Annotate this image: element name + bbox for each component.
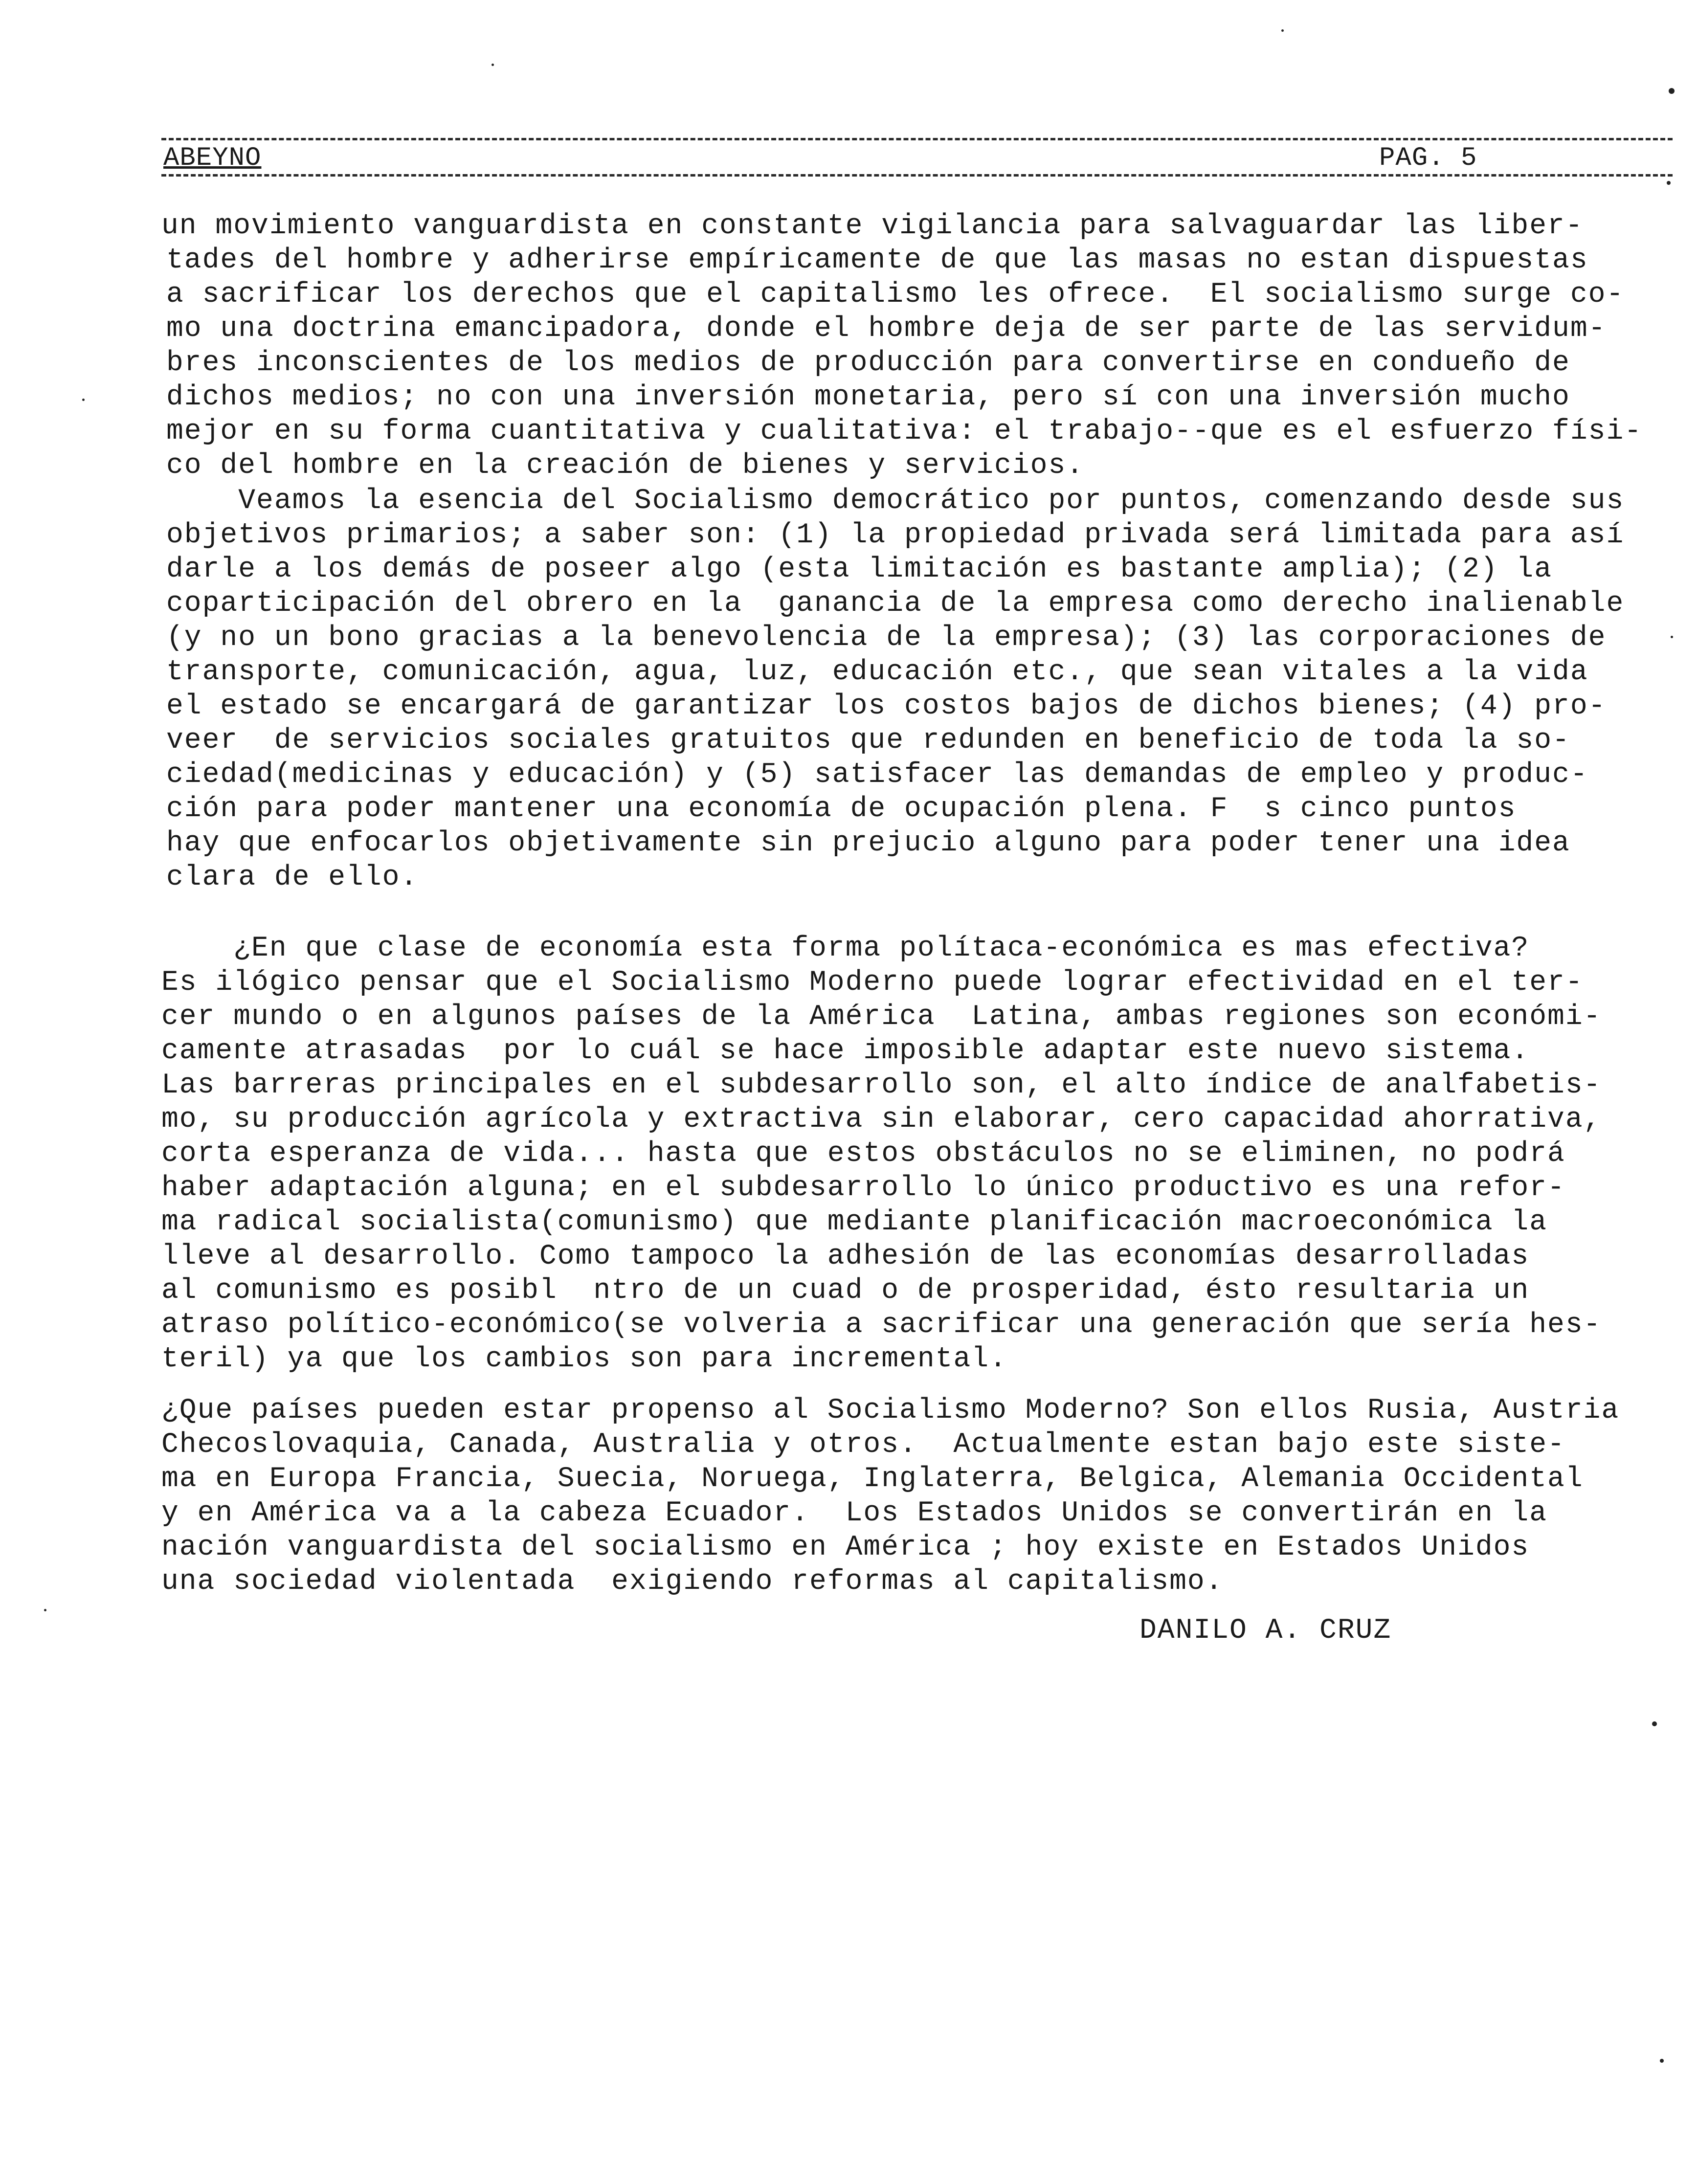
text-line: co del hombre en la creación de bienes y servicios. [166, 450, 1085, 482]
text-line: atraso político-económico(se volveria a sacrificar una generación que sería hes- [161, 1309, 1602, 1341]
text-line: un movimiento vanguardista en constante vigilancia para salvaguardar las liber- [161, 210, 1584, 242]
scan-speck [1667, 181, 1671, 185]
text-line: corta esperanza de vida... hasta que estos obstáculos no se eliminen, no podrá [161, 1138, 1565, 1170]
text-line: mo una doctrina emancipadora, donde el hombre deja de ser parte de las servidum- [166, 313, 1607, 345]
scan-speck [1669, 88, 1675, 94]
text-line: y en América va a la cabeza Ecuador. Los Estados Unidos se convertirán en la [161, 1497, 1548, 1529]
text-line: Veamos la esencia del Socialismo democrático por puntos, comenzando desde sus [166, 485, 1625, 517]
scan-speck [492, 64, 494, 66]
text-line: Las barreras principales en el subdesarrollo son, el alto índice de analfabetis- [161, 1070, 1602, 1101]
author-signature: DANILO A. CRUZ [1139, 1615, 1392, 1647]
text-line: transporte, comunicación, agua, luz, educación etc., que sean vitales a la vida [166, 656, 1588, 688]
text-line: haber adaptación alguna; en el subdesarrollo lo único productivo es una refor- [161, 1172, 1565, 1204]
text-line: veer de servicios sociales gratuitos que redunden en beneficio de toda la so- [166, 725, 1570, 757]
text-line: (y no un bono gracias a la benevolencia de la empresa); (3) las corporaciones de [166, 622, 1607, 654]
text-line: ¿Que países pueden estar propenso al Socialismo Moderno? Son ellos Rusia, Austria [161, 1395, 1620, 1426]
text-line: lleve al desarrollo. Como tampoco la adhesión de las economías desarrolladas [161, 1241, 1530, 1272]
scan-speck [44, 1609, 46, 1611]
text-line: Checoslovaquia, Canada, Australia y otros. Actualmente estan bajo este siste- [161, 1429, 1565, 1461]
text-line: hay que enfocarlos objetivamente sin prejucio alguno para poder tener una idea [166, 827, 1570, 859]
scan-speck [1660, 2059, 1664, 2063]
text-line: objetivos primarios; a saber son: (1) la propiedad privada será limitada para así [166, 519, 1625, 551]
scan-speck [1671, 636, 1673, 638]
text-line: ción para poder mantener una economía de ocupación plena. F s cinco puntos [166, 793, 1517, 825]
text-line: a sacrificar los derechos que el capitalismo les ofrece. El socialismo surge co- [166, 279, 1625, 311]
scan-speck [1281, 29, 1284, 32]
header-top-rule [161, 138, 1673, 140]
text-line: ma en Europa Francia, Suecia, Noruega, Inglaterra, Belgica, Alemania Occidental [161, 1463, 1584, 1495]
text-line: dichos medios; no con una inversión monetaria, pero sí con una inversión mucho [166, 381, 1570, 413]
text-line: clara de ello. [166, 862, 419, 893]
text-line: camente atrasadas por lo cuál se hace imposible adaptar este nuevo sistema. [161, 1035, 1530, 1067]
scan-speck [1652, 1721, 1657, 1726]
text-line: nación vanguardista del socialismo en América ; hoy existe en Estados Unidos [161, 1532, 1530, 1563]
text-line: el estado se encargará de garantizar los costos bajos de dichos bienes; (4) pro- [166, 691, 1607, 722]
header-bottom-rule [161, 174, 1673, 177]
text-line: ciedad(medicinas y educación) y (5) satisfacer las demandas de empleo y produc- [166, 759, 1588, 791]
text-line: Es ilógico pensar que el Socialismo Moderno puede lograr efectividad en el ter- [161, 967, 1584, 999]
publication-name: ABEYNO [163, 143, 262, 173]
text-line: bres inconscientes de los medios de producción para convertirse en condueño de [166, 347, 1570, 379]
text-line: tades del hombre y adherirse empíricamente de que las masas no estan dispuestas [166, 245, 1588, 276]
text-line: coparticipación del obrero en la ganancia de la empresa como derecho inalienable [166, 588, 1625, 620]
text-line: cer mundo o en algunos países de la América Latina, ambas regiones son económi- [161, 1001, 1602, 1033]
text-line: ma radical socialista(comunismo) que mediante planificación macroeconómica la [161, 1206, 1548, 1238]
page-number: PAG. 5 [1379, 143, 1477, 173]
text-line: al comunismo es posibl ntro de un cuad o de prosperidad, ésto resultaria un [161, 1275, 1530, 1307]
text-line: darle a los demás de poseer algo (esta limitación es bastante amplia); (2) la [166, 554, 1553, 585]
text-line: mo, su producción agrícola y extractiva sin elaborar, cero capacidad ahorrativa, [161, 1104, 1602, 1136]
text-line: teril) ya que los cambios son para incremental. [161, 1343, 1007, 1375]
text-line: ¿En que clase de economía esta forma polítaca-económica es mas efectiva? [161, 933, 1530, 964]
scan-speck [82, 399, 85, 401]
text-line: una sociedad violentada exigiendo reformas al capitalismo. [161, 1566, 1224, 1598]
text-line: mejor en su forma cuantitativa y cualitativa: el trabajo--que es el esfuerzo físi- [166, 416, 1643, 447]
page-header [161, 138, 1673, 177]
